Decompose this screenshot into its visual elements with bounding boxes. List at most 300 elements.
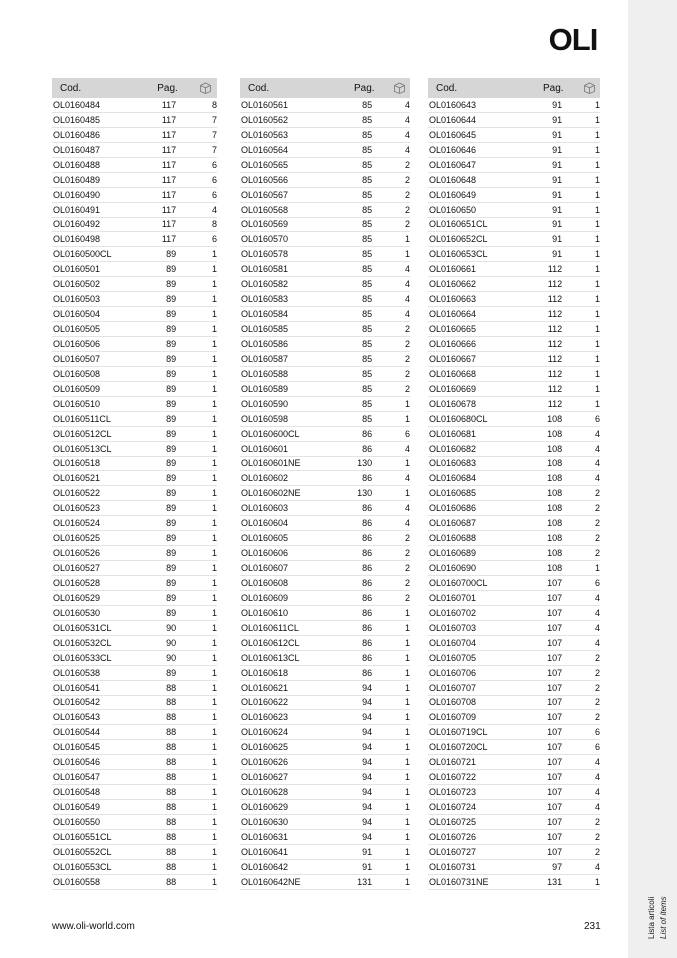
- item-code: OL0160586: [241, 338, 289, 349]
- item-quantity: 1: [404, 876, 410, 887]
- table-row: [428, 875, 600, 890]
- item-page: 107: [547, 831, 563, 842]
- item-page: 89: [166, 428, 177, 439]
- table-row: [52, 531, 217, 546]
- table-row: [428, 755, 600, 770]
- item-page: 91: [362, 846, 373, 857]
- table-row: [52, 143, 217, 158]
- item-page: 89: [166, 324, 177, 335]
- table-row: [52, 546, 217, 561]
- item-quantity: 4: [594, 787, 600, 798]
- item-page: 85: [362, 338, 373, 349]
- table-row: [52, 173, 217, 188]
- table-row: [240, 576, 410, 591]
- table-row: [52, 740, 217, 755]
- item-code: OL0160569: [241, 219, 289, 230]
- item-quantity: 2: [404, 368, 410, 379]
- item-page: 107: [547, 802, 563, 813]
- table-row: [52, 561, 217, 576]
- item-quantity: 1: [594, 368, 600, 379]
- item-quantity: 2: [594, 682, 600, 693]
- table-row: [240, 457, 410, 472]
- item-quantity: 1: [211, 309, 217, 320]
- table-row: [52, 875, 217, 890]
- table-row: [52, 770, 217, 785]
- table-row: [52, 860, 217, 875]
- item-page: 88: [166, 712, 177, 723]
- item-code: OL0160709: [429, 712, 477, 723]
- item-code: OL0160610: [241, 607, 289, 618]
- table-row: [240, 531, 410, 546]
- item-page: 85: [362, 204, 373, 215]
- item-quantity: 1: [211, 533, 217, 544]
- item-code: OL0160703: [429, 622, 477, 633]
- table-row: [240, 591, 410, 606]
- item-code: OL0160588: [241, 368, 289, 379]
- item-page: 117: [161, 189, 177, 200]
- item-page: 86: [362, 548, 373, 559]
- item-quantity: 6: [404, 428, 410, 439]
- table-row: [428, 740, 600, 755]
- item-page: 107: [547, 682, 563, 693]
- table-row: [428, 531, 600, 546]
- item-quantity: 1: [594, 234, 600, 245]
- item-code: OL0160731NE: [429, 876, 489, 887]
- item-quantity: 4: [404, 114, 410, 125]
- item-code: OL0160724: [429, 802, 477, 813]
- table-row: [240, 218, 410, 233]
- item-page: 85: [362, 309, 373, 320]
- table-row: [52, 188, 217, 203]
- table-row: [428, 457, 600, 472]
- table-row: [52, 277, 217, 292]
- footer-url[interactable]: www.oli-world.com: [52, 921, 135, 932]
- item-quantity: 1: [594, 249, 600, 260]
- item-page: 85: [362, 383, 373, 394]
- item-quantity: 4: [404, 264, 410, 275]
- table-row: [52, 621, 217, 636]
- item-quantity: 1: [404, 727, 410, 738]
- item-code: OL0160598: [241, 413, 289, 424]
- item-page: 94: [362, 772, 373, 783]
- table-row: [240, 307, 410, 322]
- item-page: 112: [547, 309, 563, 320]
- item-code: OL0160518: [53, 458, 101, 469]
- item-code: OL0160720CL: [429, 742, 488, 753]
- item-code: OL0160570: [241, 234, 289, 245]
- item-page: 91: [552, 189, 563, 200]
- item-page: 85: [362, 159, 373, 170]
- table-row: [52, 292, 217, 307]
- table-row: [240, 740, 410, 755]
- table-row: [240, 561, 410, 576]
- item-code: OL0160486: [53, 129, 101, 140]
- item-page: 91: [552, 144, 563, 155]
- item-code: OL0160491: [53, 204, 101, 215]
- item-page: 86: [362, 622, 373, 633]
- item-quantity: 4: [404, 99, 410, 110]
- item-quantity: 1: [211, 338, 217, 349]
- item-page: 108: [547, 443, 563, 454]
- item-page: 85: [362, 174, 373, 185]
- item-page: 108: [547, 413, 563, 424]
- table-row: [52, 352, 217, 367]
- item-quantity: 4: [404, 144, 410, 155]
- item-code: OL0160587: [241, 353, 289, 364]
- header-box-icon: [579, 82, 600, 94]
- item-code: OL0160531CL: [53, 622, 112, 633]
- table-row: [428, 606, 600, 621]
- table-row: [52, 800, 217, 815]
- item-code: OL0160511CL: [53, 413, 111, 424]
- table-row: [240, 486, 410, 501]
- item-code: OL0160503: [53, 294, 101, 305]
- item-code: OL0160545: [53, 742, 101, 753]
- item-page: 107: [547, 697, 563, 708]
- item-code: OL0160669: [429, 383, 477, 394]
- table-row: [428, 725, 600, 740]
- item-code: OL0160504: [53, 309, 101, 320]
- item-code: OL0160528: [53, 577, 101, 588]
- item-code: OL0160606: [241, 548, 289, 559]
- item-code: OL0160641: [241, 846, 289, 857]
- item-quantity: 4: [594, 428, 600, 439]
- item-page: 85: [362, 144, 373, 155]
- table-row: [240, 382, 410, 397]
- item-page: 131: [547, 876, 563, 887]
- item-quantity: 7: [211, 144, 217, 155]
- item-quantity: 1: [211, 368, 217, 379]
- item-page: 89: [166, 518, 177, 529]
- table-row: [240, 725, 410, 740]
- item-page: 97: [552, 861, 563, 872]
- item-code: OL0160629: [241, 802, 289, 813]
- item-page: 107: [547, 637, 563, 648]
- table-row: [240, 232, 410, 247]
- item-quantity: 1: [211, 264, 217, 275]
- item-page: 117: [161, 174, 177, 185]
- item-page: 117: [161, 234, 177, 245]
- table-row: [428, 710, 600, 725]
- table-row: [240, 651, 410, 666]
- table-row: [240, 322, 410, 337]
- item-code: OL0160631: [241, 831, 289, 842]
- item-code: OL0160626: [241, 757, 289, 768]
- item-code: OL0160538: [53, 667, 101, 678]
- item-quantity: 1: [211, 324, 217, 335]
- item-quantity: 4: [594, 607, 600, 618]
- item-quantity: 6: [594, 727, 600, 738]
- item-quantity: 1: [211, 458, 217, 469]
- item-quantity: 1: [211, 876, 217, 887]
- item-page: 94: [362, 682, 373, 693]
- item-code: OL0160689: [429, 548, 477, 559]
- table-row: [52, 98, 217, 113]
- item-quantity: 1: [594, 279, 600, 290]
- table-header: [428, 78, 600, 98]
- table-row: [428, 397, 600, 412]
- item-page: 89: [166, 458, 177, 469]
- item-quantity: 1: [211, 667, 217, 678]
- item-quantity: 1: [211, 353, 217, 364]
- item-page: 89: [166, 548, 177, 559]
- item-code: OL0160602: [241, 473, 289, 484]
- item-quantity: 6: [594, 577, 600, 588]
- item-page: 88: [166, 846, 177, 857]
- table-row: [240, 845, 410, 860]
- item-page: 107: [547, 652, 563, 663]
- item-quantity: 1: [404, 787, 410, 798]
- item-code: OL0160548: [53, 787, 101, 798]
- item-page: 117: [161, 129, 177, 140]
- item-code: OL0160553CL: [53, 861, 112, 872]
- item-code: OL0160590: [241, 398, 289, 409]
- item-page: 117: [161, 204, 177, 215]
- item-quantity: 1: [211, 757, 217, 768]
- item-code: OL0160708: [429, 697, 477, 708]
- item-code: OL0160664: [429, 309, 477, 320]
- table-row: [428, 352, 600, 367]
- item-page: 112: [547, 338, 563, 349]
- table-row: [428, 830, 600, 845]
- item-code: OL0160618: [241, 667, 289, 678]
- table-row: [428, 770, 600, 785]
- item-code: OL0160567: [241, 189, 289, 200]
- item-page: 88: [166, 816, 177, 827]
- item-page: 112: [547, 368, 563, 379]
- table-row: [240, 292, 410, 307]
- item-page: 85: [362, 129, 373, 140]
- item-quantity: 2: [594, 816, 600, 827]
- item-quantity: 1: [211, 846, 217, 857]
- item-page: 89: [166, 443, 177, 454]
- table-row: [52, 307, 217, 322]
- item-quantity: 2: [404, 592, 410, 603]
- item-quantity: 1: [404, 682, 410, 693]
- table-row: [428, 860, 600, 875]
- table-row: [428, 188, 600, 203]
- item-quantity: 2: [594, 503, 600, 514]
- table-row: [240, 621, 410, 636]
- item-code: OL0160642NE: [241, 876, 301, 887]
- item-code: OL0160612CL: [241, 637, 300, 648]
- item-page: 86: [362, 428, 373, 439]
- item-page: 88: [166, 742, 177, 753]
- item-page: 86: [362, 443, 373, 454]
- table-row: [240, 516, 410, 531]
- item-quantity: 2: [594, 712, 600, 723]
- item-quantity: 4: [594, 772, 600, 783]
- item-page: 107: [547, 742, 563, 753]
- item-quantity: 2: [594, 846, 600, 857]
- item-code: OL0160522: [53, 488, 101, 499]
- table-row: [52, 636, 217, 651]
- item-quantity: 1: [211, 428, 217, 439]
- table-row: [240, 770, 410, 785]
- item-page: 85: [362, 279, 373, 290]
- item-code: OL0160688: [429, 533, 477, 544]
- table-row: [52, 382, 217, 397]
- item-quantity: 4: [594, 458, 600, 469]
- item-quantity: 2: [404, 174, 410, 185]
- table-row: [428, 621, 600, 636]
- item-code: OL0160602NE: [241, 488, 301, 499]
- table-row: [428, 277, 600, 292]
- item-code: OL0160609: [241, 592, 289, 603]
- item-quantity: 1: [211, 548, 217, 559]
- item-code: OL0160489: [53, 174, 101, 185]
- header-code: Cod.: [60, 82, 82, 94]
- table-row: [52, 322, 217, 337]
- box-icon: [583, 82, 596, 94]
- item-page: 94: [362, 742, 373, 753]
- item-page: 107: [547, 846, 563, 857]
- item-page: 108: [547, 473, 563, 484]
- table-row: [240, 337, 410, 352]
- item-page: 112: [547, 294, 563, 305]
- item-code: OL0160601NE: [241, 458, 301, 469]
- item-quantity: 1: [404, 622, 410, 633]
- table-row: [240, 143, 410, 158]
- item-page: 89: [166, 309, 177, 320]
- item-quantity: 2: [404, 548, 410, 559]
- item-quantity: 4: [594, 637, 600, 648]
- item-quantity: 4: [404, 279, 410, 290]
- item-quantity: 4: [404, 129, 410, 140]
- table-row: [428, 203, 600, 218]
- item-quantity: 1: [211, 682, 217, 693]
- item-quantity: 2: [404, 189, 410, 200]
- item-code: OL0160581: [241, 264, 289, 275]
- item-page: 94: [362, 757, 373, 768]
- item-code: OL0160488: [53, 159, 101, 170]
- table-row: [52, 710, 217, 725]
- item-page: 94: [362, 712, 373, 723]
- item-page: 108: [547, 458, 563, 469]
- item-page: 94: [362, 802, 373, 813]
- item-code: OL0160701: [429, 592, 477, 603]
- item-code: OL0160524: [53, 518, 101, 529]
- item-page: 86: [362, 518, 373, 529]
- item-page: 85: [362, 353, 373, 364]
- item-quantity: 1: [594, 189, 600, 200]
- item-page: 107: [547, 816, 563, 827]
- item-page: 85: [362, 398, 373, 409]
- table-row: [428, 292, 600, 307]
- item-page: 88: [166, 787, 177, 798]
- item-code: OL0160707: [429, 682, 477, 693]
- item-code: OL0160722: [429, 772, 477, 783]
- header-box-icon: [389, 82, 410, 94]
- item-page: 112: [547, 398, 563, 409]
- table-row: [240, 277, 410, 292]
- table-row: [52, 412, 217, 427]
- table-row: [52, 606, 217, 621]
- item-page: 89: [166, 383, 177, 394]
- table-row: [52, 367, 217, 382]
- table-row: [240, 412, 410, 427]
- table-row: [52, 815, 217, 830]
- table-row: [240, 158, 410, 173]
- item-code: OL0160648: [429, 174, 477, 185]
- item-code: OL0160667: [429, 353, 477, 364]
- item-page: 89: [166, 279, 177, 290]
- item-page: 91: [552, 99, 563, 110]
- table-row: [240, 397, 410, 412]
- item-quantity: 1: [211, 712, 217, 723]
- item-code: OL0160683: [429, 458, 477, 469]
- item-quantity: 4: [594, 802, 600, 813]
- item-quantity: 2: [404, 204, 410, 215]
- item-page: 112: [547, 353, 563, 364]
- item-code: OL0160583: [241, 294, 289, 305]
- item-code: OL0160589: [241, 383, 289, 394]
- item-quantity: 4: [594, 861, 600, 872]
- table-row: [240, 128, 410, 143]
- item-code: OL0160681: [429, 428, 477, 439]
- item-code: OL0160507: [53, 353, 101, 364]
- table-row: [52, 696, 217, 711]
- item-code: OL0160565: [241, 159, 289, 170]
- item-code: OL0160644: [429, 114, 477, 125]
- item-quantity: 1: [594, 324, 600, 335]
- item-code: OL0160512CL: [53, 428, 112, 439]
- item-quantity: 4: [594, 757, 600, 768]
- item-page: 108: [547, 548, 563, 559]
- item-page: 89: [166, 398, 177, 409]
- item-code: OL0160649: [429, 189, 477, 200]
- table-row: [428, 158, 600, 173]
- table-row: [240, 262, 410, 277]
- table-row: [428, 412, 600, 427]
- item-page: 107: [547, 592, 563, 603]
- item-quantity: 1: [404, 712, 410, 723]
- item-quantity: 1: [211, 398, 217, 409]
- item-code: OL0160502: [53, 279, 101, 290]
- table-row: [52, 113, 217, 128]
- item-code: OL0160600CL: [241, 428, 300, 439]
- item-code: OL0160624: [241, 727, 289, 738]
- item-quantity: 1: [211, 697, 217, 708]
- table-row: [52, 845, 217, 860]
- item-quantity: 1: [404, 802, 410, 813]
- table-row: [428, 546, 600, 561]
- item-page: 108: [547, 533, 563, 544]
- table-row: [240, 471, 410, 486]
- item-code: OL0160666: [429, 338, 477, 349]
- item-code: OL0160485: [53, 114, 101, 125]
- table-row: [428, 337, 600, 352]
- item-quantity: 4: [404, 443, 410, 454]
- item-page: 85: [362, 413, 373, 424]
- item-code: OL0160719CL: [429, 727, 488, 738]
- item-quantity: 1: [404, 413, 410, 424]
- box-icon: [199, 82, 212, 94]
- table-row: [240, 696, 410, 711]
- table-row: [52, 203, 217, 218]
- item-quantity: 1: [211, 816, 217, 827]
- item-code: OL0160643: [429, 99, 477, 110]
- table-row: [52, 247, 217, 262]
- item-quantity: 1: [404, 652, 410, 663]
- item-page: 85: [362, 234, 373, 245]
- item-quantity: 1: [404, 667, 410, 678]
- item-code: OL0160706: [429, 667, 477, 678]
- item-quantity: 1: [211, 473, 217, 484]
- item-page: 107: [547, 667, 563, 678]
- item-page: 108: [547, 428, 563, 439]
- table-row: [428, 501, 600, 516]
